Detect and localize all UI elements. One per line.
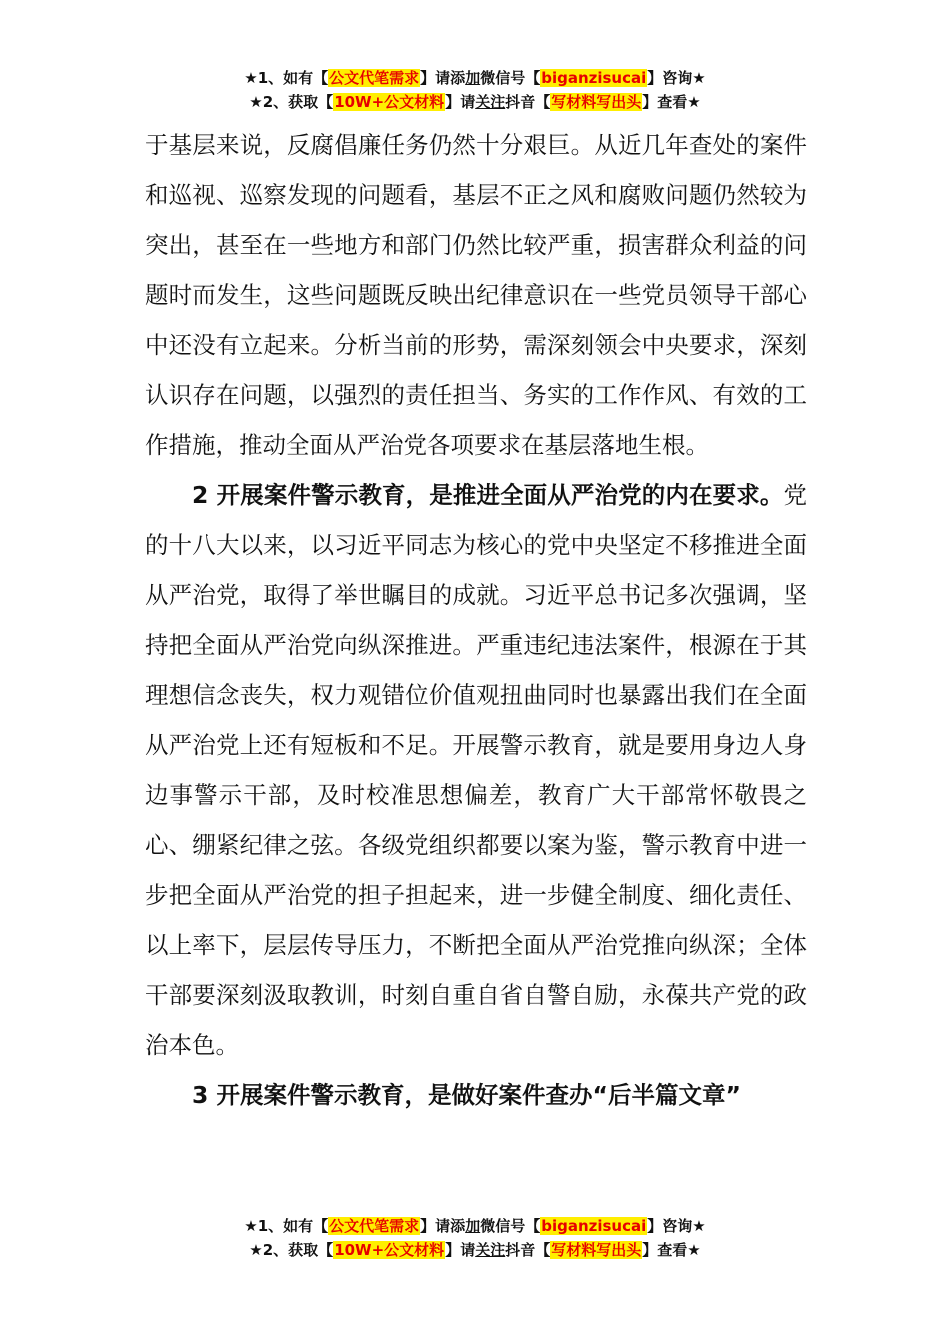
wechat-id-highlight: biganzisucai (541, 69, 647, 87)
footer-line-1-mid: 】请添 (420, 1217, 466, 1235)
footer-line-1-underlined: 加 (465, 1217, 481, 1235)
footer-line-2-underlined: 关注 (475, 1241, 506, 1259)
footer-materials-highlight: 10W+公文材料 (334, 1241, 445, 1259)
footer-line-1-post: 】咨询★ (647, 1217, 706, 1235)
header-banner (0, 66, 950, 114)
paragraph-2 (145, 470, 807, 1070)
footer-line-2 (0, 1238, 950, 1262)
footer-line-2-post: 】查看★ (642, 1241, 701, 1259)
paragraph-2-text: 党的十八大以来，以习近平同志为核心的党中央坚定不移推进全面从严治党，取得了举世瞩目的成就。习近平总书记多次强调，坚持把全面从严治党向纵深推进。严重违纪违法案件，根源在于其理想信念丧失，权力观错位价值观扭曲同时也暴露出我们在全面从严治党上还有短板和不足。开展警示教育，就是要用身边人身边事警示干部，及时校准思想偏差，教育广大干部常怀敬畏之心、绷紧纪律之弦。各级党组织都要以案为鉴，警示教育中进一步把全面从严治党的担子担起来，进一步健全制度、细化责任、以上率下，层层传导压力，不断把全面从严治党推向纵深；全体干部要深刻汲取教训，时刻自重自省自警自励，永葆共产党的政治本色。 (145, 481, 807, 1059)
materials-highlight: 10W+公文材料 (334, 93, 445, 111)
footer-line-2-pre: ★2、获取【 (249, 1241, 334, 1259)
paragraph-3-heading: 3 开展案件警示教育，是做好案件查办“后半篇文章” (192, 1081, 741, 1109)
header-line-1-mid: 】请添 (420, 69, 466, 87)
header-line-2-post: 】查看★ (642, 93, 701, 111)
header-line-2-mid: 】请 (445, 93, 476, 111)
header-line-1 (0, 66, 950, 90)
header-line-2-mid2: 抖音【 (505, 93, 551, 111)
footer-line-2-mid2: 抖音【 (505, 1241, 551, 1259)
footer-wechat-id-highlight: biganzisucai (541, 1217, 647, 1235)
header-line-2 (0, 90, 950, 114)
footer-service-highlight: 公文代笔需求 (329, 1217, 420, 1235)
douyin-account-highlight: 写材料写出头 (551, 93, 642, 111)
paragraph-2-heading: 2 开展案件警示教育，是推进全面从严治党的内在要求。 (192, 481, 784, 509)
footer-line-1-mid2: 微信号【 (480, 1217, 541, 1235)
footer-banner (0, 1214, 950, 1262)
footer-line-2-mid: 】请 (445, 1241, 476, 1259)
footer-douyin-account-highlight: 写材料写出头 (551, 1241, 642, 1259)
footer-line-1 (0, 1214, 950, 1238)
footer-line-1-pre: ★1、如有【 (244, 1217, 329, 1235)
paragraph-1: 于基层来说，反腐倡廉任务仍然十分艰巨。从近几年查处的案件和巡视、巡察发现的问题看，基层不正之风和腐败问题仍然较为突出，甚至在一些地方和部门仍然比较严重，损害群众利益的问题时而发生，这些问题既反映出纪律意识在一些党员领导干部心中还没有立起来。分析当前的形势，需深刻领会中央要求，深刻认识存在问题，以强烈的责任担当、务实的工作作风、有效的工作措施，推动全面从严治党各项要求在基层落地生根。 (145, 131, 807, 459)
header-line-1-post: 】咨询★ (647, 69, 706, 87)
service-highlight: 公文代笔需求 (329, 69, 420, 87)
header-line-1-mid2: 微信号【 (480, 69, 541, 87)
header-line-1-pre: ★1、如有【 (244, 69, 329, 87)
header-line-2-pre: ★2、获取【 (249, 93, 334, 111)
header-line-1-underlined: 加 (465, 69, 481, 87)
document-body (145, 120, 807, 1120)
header-line-2-underlined: 关注 (475, 93, 506, 111)
